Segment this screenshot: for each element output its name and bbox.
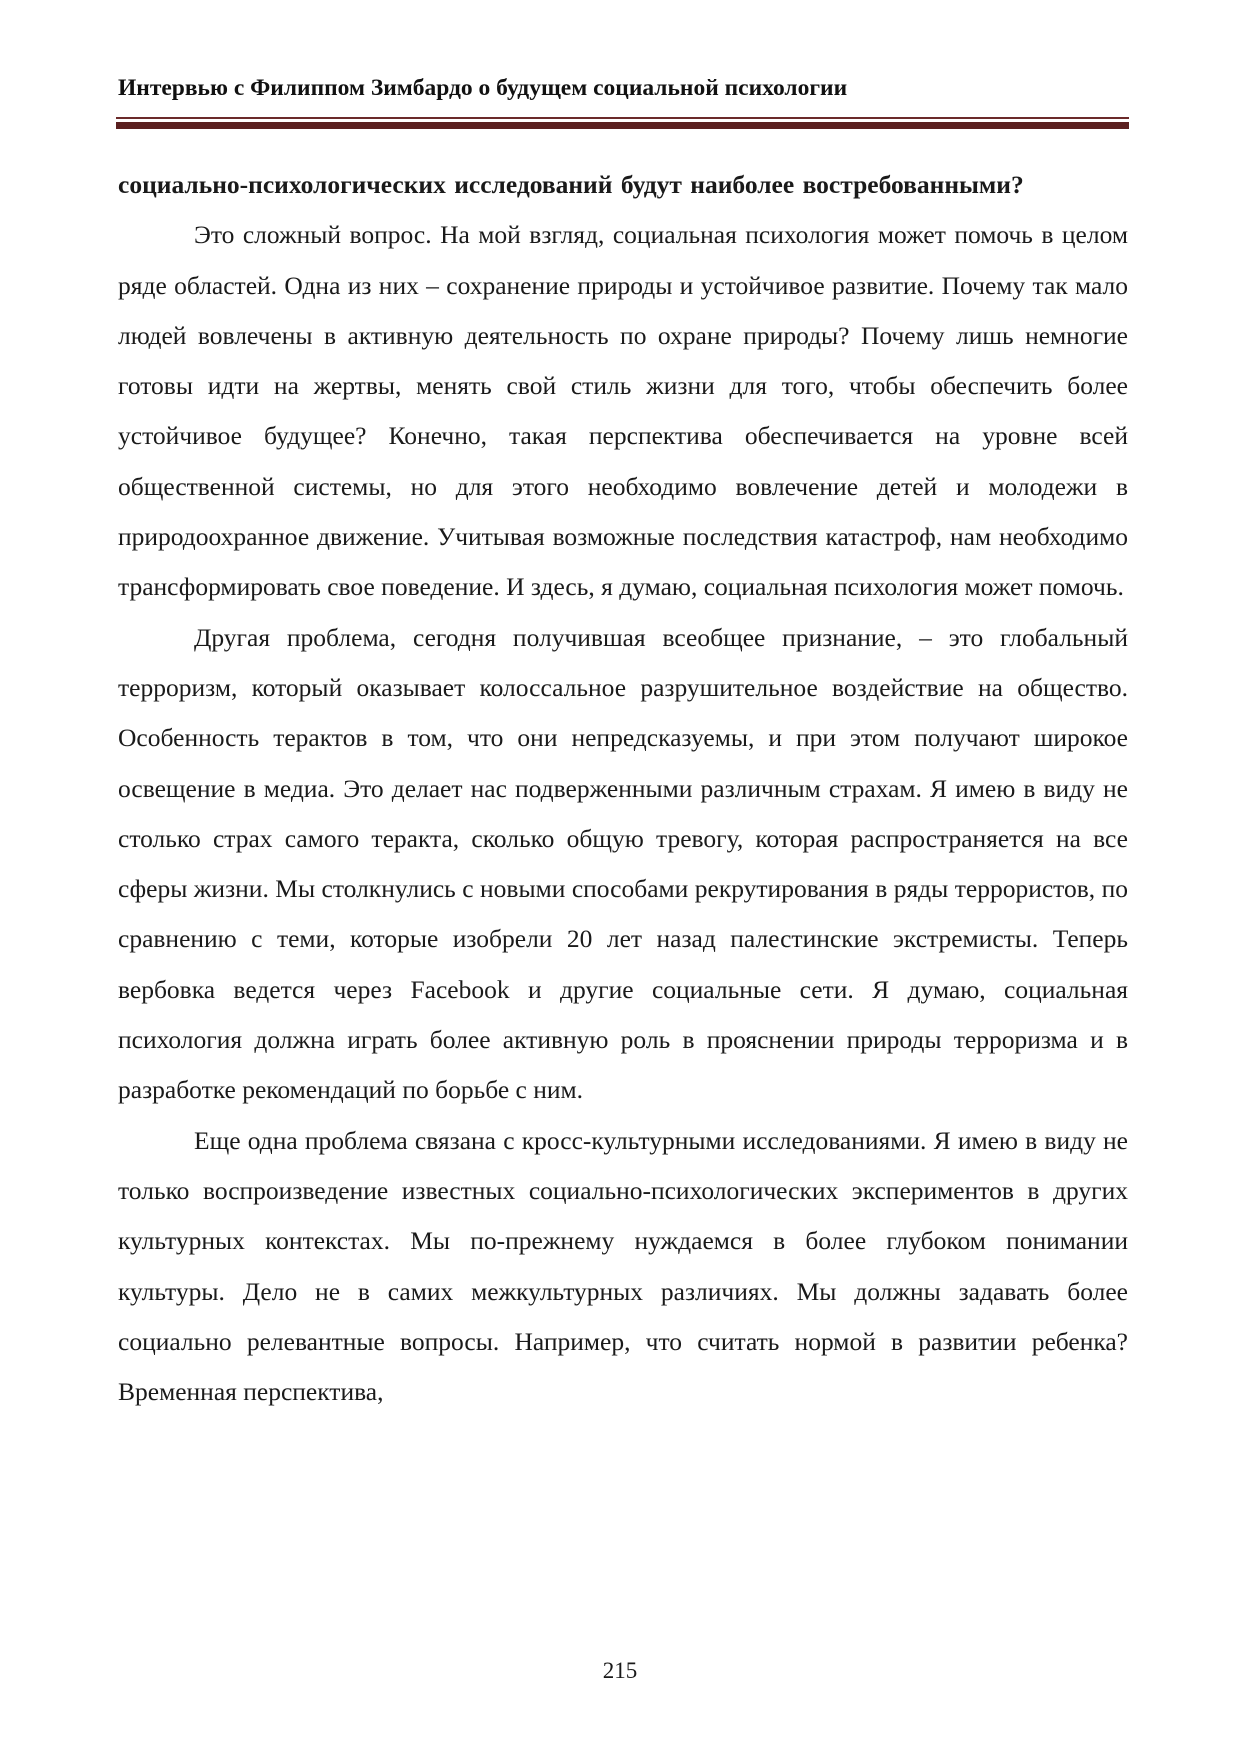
question-continuation: социально-психологических исследований будут наиболее востребованными? (118, 170, 1024, 199)
paragraph-ecology: Это сложный вопрос. На мой взгляд, социальная психология может помочь в целом ряде областей. Одна из них – сохранение природы и устойчивое развитие. Почему так мало людей вовлечены в активную деятельность по охране природы? Почему лишь немногие готовы идти на жертвы, менять свой стиль жизни для того, чтобы обеспечить более устойчивое будущее? Конечно, такая перспектива обеспечивается на уровне всей общественной системы, но для этого необходимо вовлечение детей и молодежи в природоохранное движение. Учитывая возможные последствия катастроф, нам необходимо трансформировать свое поведение. И здесь, я думаю, социальная психология может помочь. (118, 220, 1128, 602)
header-rule-thick (116, 122, 1129, 129)
paragraph-cross-cultural: Еще одна проблема связана с кросс-культурными исследованиями. Я имею в виду не только воспроизведение известных социально-психологических экспериментов в других культурных контекстах. Мы по-прежнему нуждаемся в более глубоком понимании культуры. Дело не в самих межкультурных различиях. Мы должны задавать более социально релевантные вопросы. Например, что считать нормой в развитии ребенка? Временная перспектива, (118, 1125, 1128, 1407)
page-number: 215 (602, 1658, 638, 1683)
page-body (118, 160, 1128, 1417)
paragraph-terrorism: Другая проблема, сегодня получившая всеобщее признание, – это глобальный терроризм, который оказывает колоссальное разрушительное воздействие на общество. Особенность терактов в том, что они непредсказуемы, и при этом получают широкое освещение в медиа. Это делает нас подверженными различным страхам. Я имею в виду не столько страх самого теракта, сколько общую тревогу, которая распространяется на все сферы жизни. Мы столкнулись с новыми способами рекрутирования в ряды террористов, по сравнению с теми, которые изобрели 20 лет назад палестинские экстремисты. Теперь вербовка ведется через Facebook и другие социальные сети. Я думаю, социальная психология должна играть более активную роль в прояснении природы терроризма и в разработке рекомендаций по борьбе с ним. (118, 622, 1128, 1105)
header-rule-thin (116, 117, 1129, 119)
running-header-title: Интервью с Филиппом Зимбардо о будущем социальной психологии (118, 75, 848, 101)
